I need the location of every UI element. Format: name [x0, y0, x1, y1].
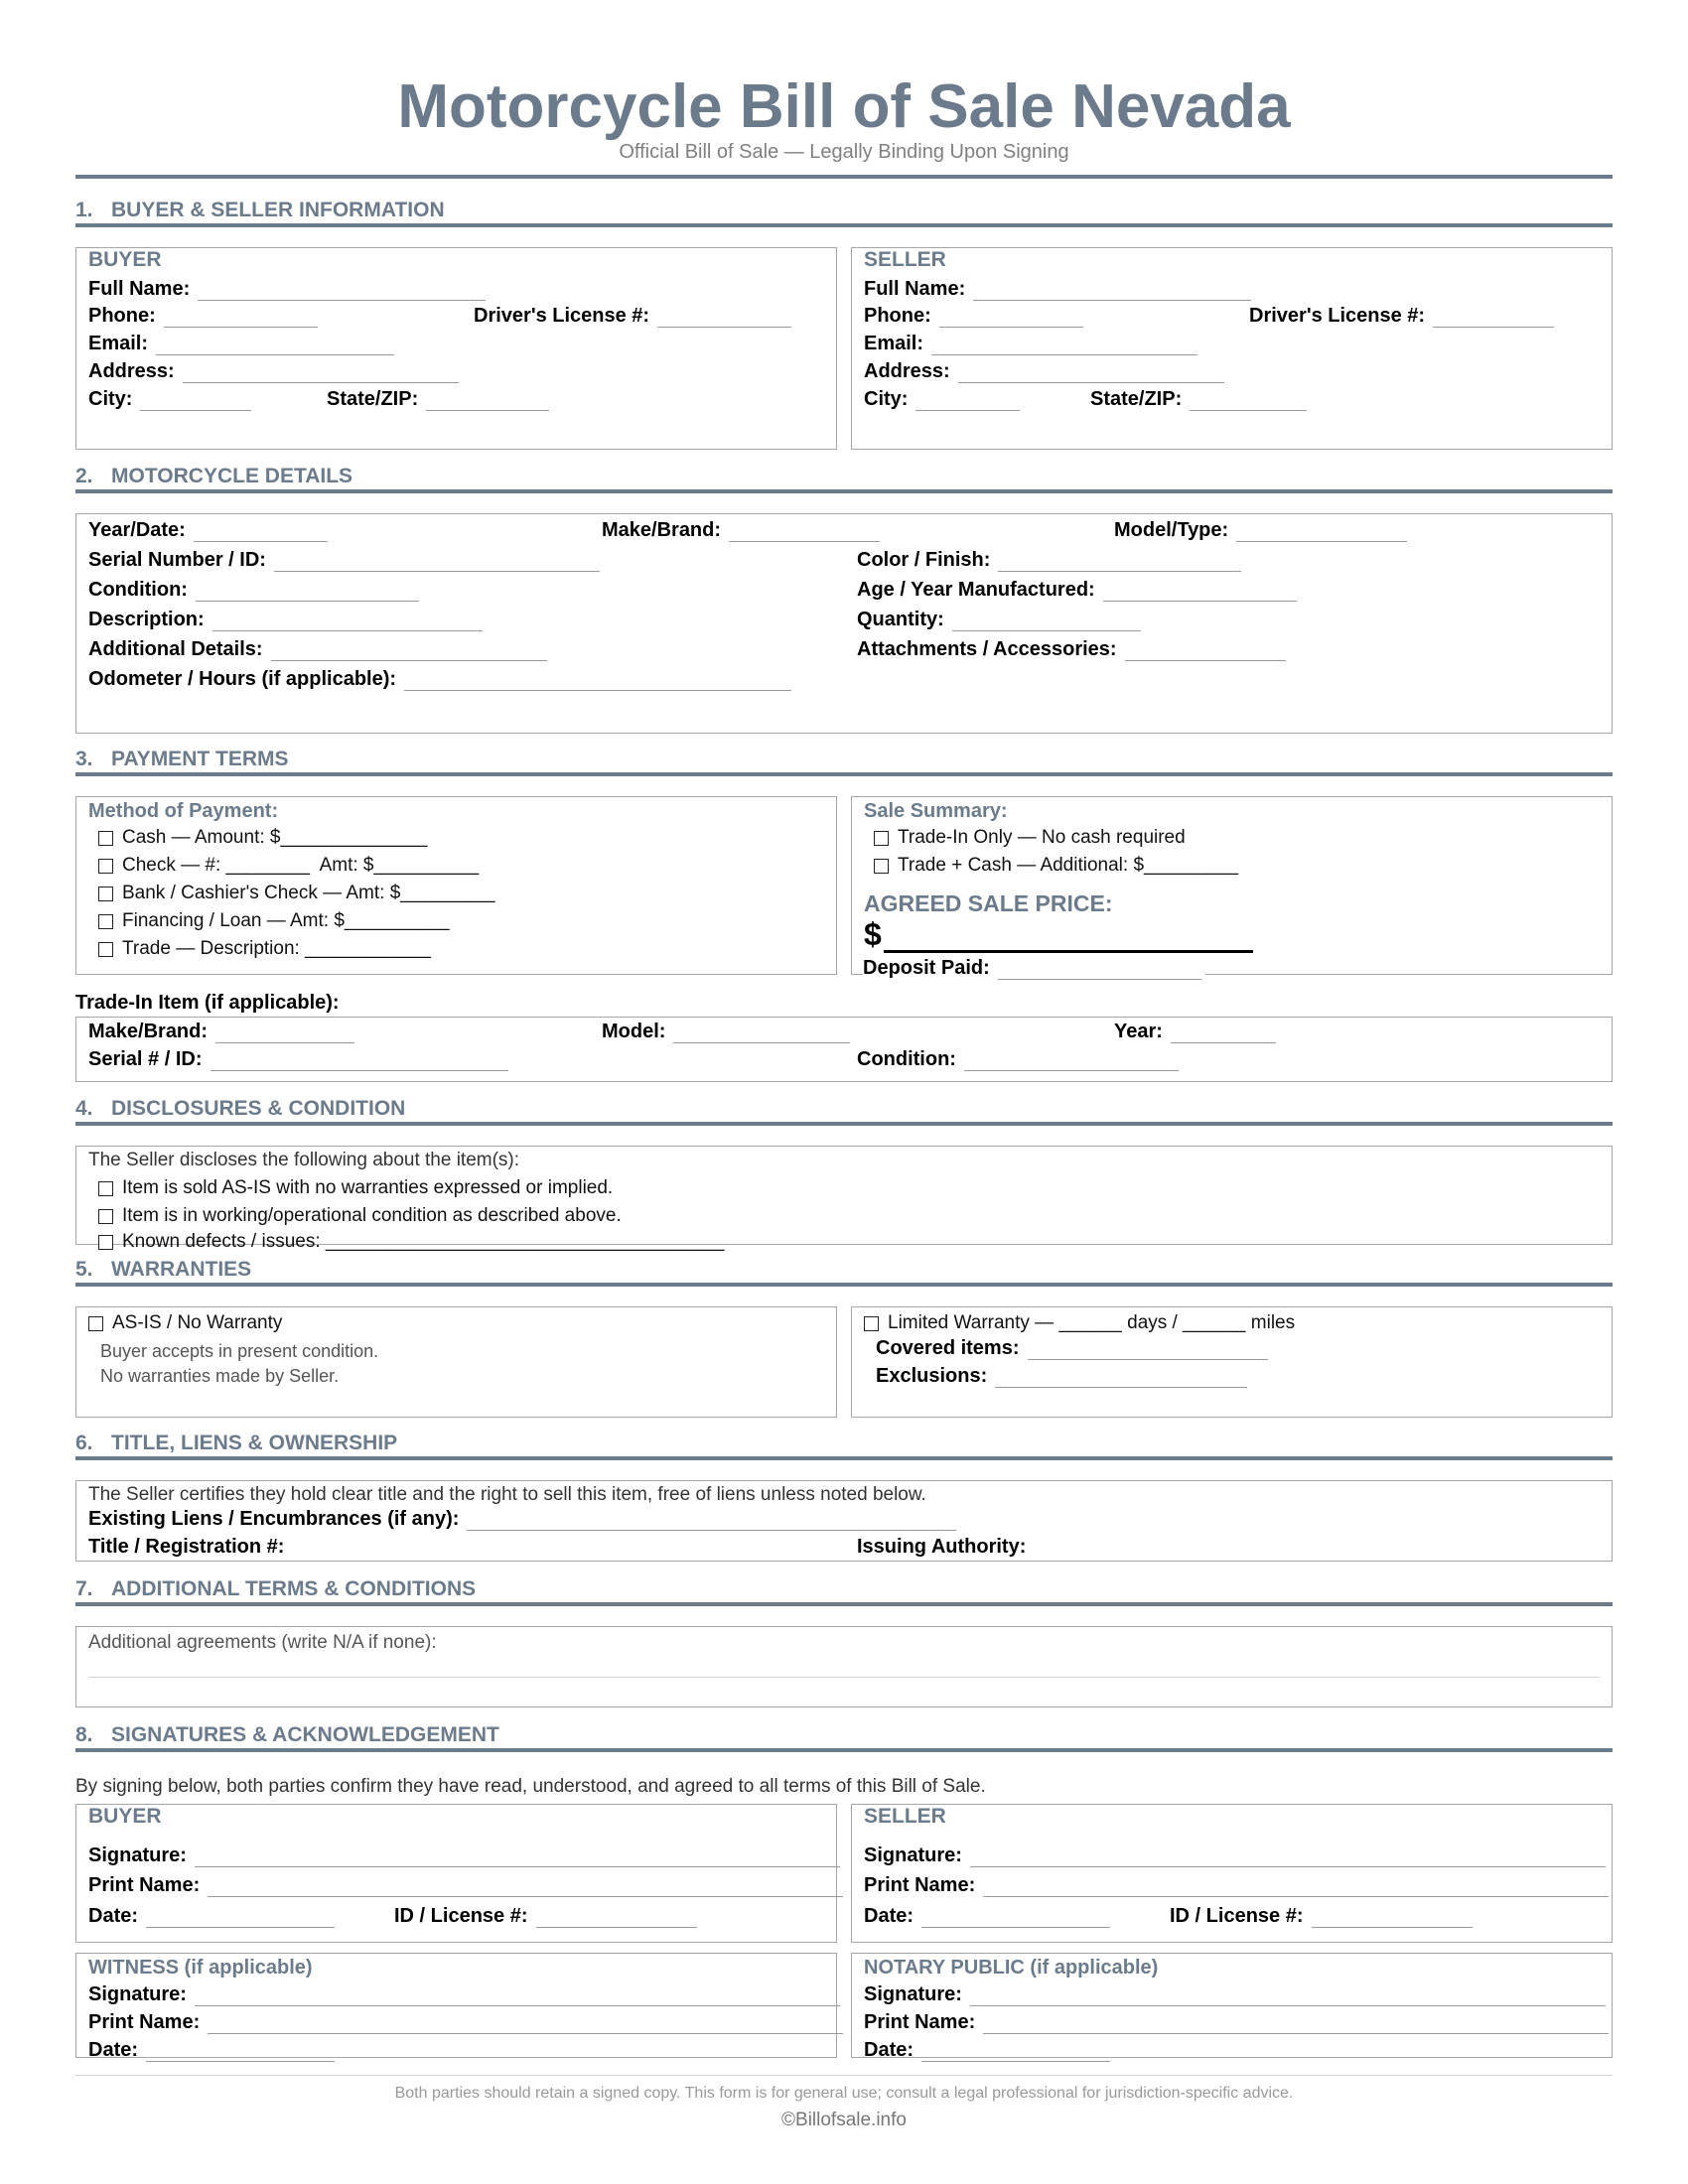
- sale-summary-box: [851, 796, 1613, 975]
- witness-print-name-field[interactable]: Print Name:: [88, 2011, 843, 2034]
- seller-drivers-license-field[interactable]: Driver's License #:: [1249, 305, 1554, 328]
- payment-check-option[interactable]: Check — #: ________ Amt: $__________: [98, 855, 479, 877]
- additional-terms-box[interactable]: [75, 1626, 1613, 1707]
- odometer-field[interactable]: Odometer / Hours (if applicable):: [88, 668, 791, 691]
- color-finish-field[interactable]: Color / Finish:: [857, 549, 1241, 572]
- buyer-date-field[interactable]: Date:: [88, 1905, 335, 1928]
- limited-warranty-option[interactable]: Limited Warranty — ______ days / ______ miles: [864, 1312, 1295, 1334]
- payment-method-heading: Method of Payment:: [88, 800, 279, 822]
- seller-info-box: [851, 247, 1613, 450]
- checkbox[interactable]: [98, 914, 113, 929]
- checkbox[interactable]: [88, 1316, 103, 1331]
- footer-note: Both parties should retain a signed copy. This form is for general use; consult a legal professional for jurisdiction-specific advice.: [394, 2085, 1294, 2102]
- buyer-signature-box: [75, 1804, 837, 1943]
- as-is-warranty-option[interactable]: AS-IS / No Warranty: [88, 1312, 282, 1334]
- seller-print-name-field[interactable]: Print Name:: [864, 1874, 1609, 1897]
- disclosure-defects-option[interactable]: Known defects / issues: ______________________________________: [98, 1231, 724, 1253]
- agreed-price-field[interactable]: $: [864, 916, 1253, 953]
- seller-heading: SELLER: [864, 248, 946, 271]
- buyer-city-field[interactable]: City:: [88, 388, 251, 411]
- buyer-print-name-field[interactable]: Print Name:: [88, 1874, 843, 1897]
- checkbox[interactable]: [874, 831, 889, 846]
- header-divider: [75, 175, 1613, 179]
- footer-divider: [75, 2075, 1613, 2076]
- seller-signature-heading: SELLER: [864, 1805, 946, 1828]
- condition-field[interactable]: Condition:: [88, 579, 419, 602]
- tradein-box: [75, 1017, 1613, 1082]
- deposit-paid-field[interactable]: Deposit Paid:: [863, 957, 1205, 980]
- checkbox[interactable]: [98, 942, 113, 957]
- make-brand-field[interactable]: Make/Brand:: [602, 519, 880, 542]
- checkbox[interactable]: [98, 887, 113, 901]
- as-is-warranty-box: [75, 1306, 837, 1418]
- payment-cash-option[interactable]: Cash — Amount: $______________: [98, 827, 427, 849]
- issuing-authority-field[interactable]: Issuing Authority:: [857, 1536, 1027, 1558]
- section-2-divider: [75, 489, 1613, 493]
- seller-full-name-field[interactable]: Full Name:: [864, 278, 1251, 301]
- seller-phone-field[interactable]: Phone:: [864, 305, 1083, 328]
- covered-items-field[interactable]: Covered items:: [876, 1337, 1268, 1360]
- page-subtitle: Official Bill of Sale — Legally Binding Upon Signing: [619, 141, 1069, 163]
- seller-address-field[interactable]: Address:: [864, 360, 1224, 383]
- witness-heading: WITNESS (if applicable): [88, 1957, 313, 1979]
- section-2-heading: 2. MOTORCYCLE DETAILS: [75, 465, 353, 487]
- motorcycle-details-box: [75, 513, 1613, 734]
- exclusions-field[interactable]: Exclusions:: [876, 1365, 1247, 1388]
- witness-box: [75, 1953, 837, 2061]
- signatures-intro: By signing below, both parties confirm they have read, understood, and agreed to all terms of this Bill of Sale.: [75, 1776, 986, 1797]
- title-liens-intro: The Seller certifies they hold clear title and the right to sell this item, free of liens unless noted below.: [88, 1484, 926, 1505]
- payment-method-box: [75, 796, 837, 975]
- payment-financing-option[interactable]: Financing / Loan — Amt: $__________: [98, 910, 450, 932]
- buyer-address-field[interactable]: Address:: [88, 360, 459, 383]
- checkbox[interactable]: [98, 859, 113, 874]
- section-1-heading: 1. BUYER & SELLER INFORMATION: [75, 199, 445, 221]
- seller-signature-field[interactable]: Signature:: [864, 1844, 1606, 1867]
- page-title: Motorcycle Bill of Sale Nevada: [397, 72, 1291, 141]
- seller-signature-box: [851, 1804, 1613, 1943]
- as-is-note-2: No warranties made by Seller.: [100, 1366, 340, 1386]
- notary-date-field[interactable]: Date:: [864, 2039, 1110, 2062]
- witness-signature-field[interactable]: Signature:: [88, 1983, 840, 2006]
- tradein-model-field[interactable]: Model:: [602, 1021, 850, 1043]
- tradein-serial-field[interactable]: Serial # / ID:: [88, 1048, 508, 1071]
- as-is-note-1: Buyer accepts in present condition.: [100, 1341, 379, 1361]
- section-6-divider: [75, 1456, 1613, 1460]
- buyer-email-field[interactable]: Email:: [88, 333, 394, 355]
- section-4-heading: 4. DISCLOSURES & CONDITION: [75, 1097, 406, 1120]
- section-5-heading: 5. WARRANTIES: [75, 1258, 252, 1281]
- section-6-heading: 6. TITLE, LIENS & OWNERSHIP: [75, 1432, 398, 1454]
- seller-date-field[interactable]: Date:: [864, 1905, 1110, 1928]
- witness-date-field[interactable]: Date:: [88, 2039, 335, 2062]
- tradein-make-field[interactable]: Make/Brand:: [88, 1021, 354, 1043]
- buyer-info-box: [75, 247, 837, 450]
- section-4-divider: [75, 1122, 1613, 1126]
- section-1-divider: [75, 223, 1613, 227]
- attachments-field[interactable]: Attachments / Accessories:: [857, 638, 1286, 661]
- tradein-year-field[interactable]: Year:: [1114, 1021, 1276, 1043]
- trade-only-option[interactable]: Trade-In Only — No cash required: [874, 827, 1186, 849]
- seller-state-zip-field[interactable]: State/ZIP:: [1090, 388, 1307, 411]
- limited-warranty-box: [851, 1306, 1613, 1418]
- buyer-full-name-field[interactable]: Full Name:: [88, 278, 486, 301]
- section-3-divider: [75, 772, 1613, 776]
- checkbox[interactable]: [98, 1209, 113, 1224]
- disclosures-intro: The Seller discloses the following about the item(s):: [88, 1150, 520, 1170]
- notary-box: [851, 1953, 1613, 2061]
- buyer-state-zip-field[interactable]: State/ZIP:: [327, 388, 549, 411]
- model-type-field[interactable]: Model/Type:: [1114, 519, 1407, 542]
- tradein-heading: Trade-In Item (if applicable):: [75, 992, 340, 1014]
- section-8-divider: [75, 1748, 1613, 1752]
- tradein-condition-field[interactable]: Condition:: [857, 1048, 1179, 1071]
- agreed-price-heading: AGREED SALE PRICE:: [864, 890, 1113, 916]
- disclosure-working-option[interactable]: Item is in working/operational condition as described above.: [98, 1205, 622, 1227]
- title-liens-box: [75, 1480, 1613, 1562]
- serial-number-field[interactable]: Serial Number / ID:: [88, 549, 600, 572]
- section-5-divider: [75, 1283, 1613, 1287]
- seller-id-license-field[interactable]: ID / License #:: [1170, 1905, 1473, 1928]
- description-field[interactable]: Description:: [88, 609, 483, 631]
- buyer-heading: BUYER: [88, 248, 162, 271]
- buyer-phone-field[interactable]: Phone:: [88, 305, 318, 328]
- notary-signature-field[interactable]: Signature:: [864, 1983, 1606, 2006]
- title-registration-field[interactable]: Title / Registration #:: [88, 1536, 285, 1558]
- disclosure-as-is-option[interactable]: Item is sold AS-IS with no warranties expressed or implied.: [98, 1177, 613, 1199]
- existing-liens-field[interactable]: Existing Liens / Encumbrances (if any):: [88, 1508, 956, 1531]
- section-3-heading: 3. PAYMENT TERMS: [75, 748, 289, 770]
- checkbox[interactable]: [98, 831, 113, 846]
- seller-city-field[interactable]: City:: [864, 388, 1020, 411]
- payment-bank-option[interactable]: Bank / Cashier's Check — Amt: $_________: [98, 883, 494, 904]
- disclosures-box: [75, 1146, 1613, 1245]
- checkbox[interactable]: [864, 1316, 879, 1331]
- section-7-divider: [75, 1602, 1613, 1606]
- checkbox[interactable]: [98, 1181, 113, 1196]
- buyer-drivers-license-field[interactable]: Driver's License #:: [474, 305, 791, 328]
- section-7-heading: 7. ADDITIONAL TERMS & CONDITIONS: [75, 1577, 477, 1600]
- buyer-signature-field[interactable]: Signature:: [88, 1844, 840, 1867]
- trade-cash-option[interactable]: Trade + Cash — Additional: $_________: [874, 855, 1238, 877]
- notary-heading: NOTARY PUBLIC (if applicable): [864, 1957, 1159, 1979]
- checkbox[interactable]: [98, 1235, 113, 1250]
- section-8-heading: 8. SIGNATURES & ACKNOWLEDGEMENT: [75, 1723, 499, 1746]
- payment-trade-option[interactable]: Trade — Description: ____________: [98, 938, 431, 960]
- seller-email-field[interactable]: Email:: [864, 333, 1197, 355]
- footer-copyright: ©Billofsale.info: [781, 2110, 907, 2130]
- additional-details-field[interactable]: Additional Details:: [88, 638, 547, 661]
- buyer-signature-heading: BUYER: [88, 1805, 162, 1828]
- checkbox[interactable]: [874, 859, 889, 874]
- sale-summary-heading: Sale Summary:: [864, 800, 1008, 822]
- quantity-field[interactable]: Quantity:: [857, 609, 1141, 631]
- notary-print-name-field[interactable]: Print Name:: [864, 2011, 1609, 2034]
- year-date-field[interactable]: Year/Date:: [88, 519, 328, 542]
- additional-terms-line: [88, 1677, 1600, 1678]
- buyer-id-license-field[interactable]: ID / License #:: [394, 1905, 697, 1928]
- additional-terms-prompt: Additional agreements (write N/A if none):: [88, 1632, 437, 1653]
- age-year-field[interactable]: Age / Year Manufactured:: [857, 579, 1297, 602]
